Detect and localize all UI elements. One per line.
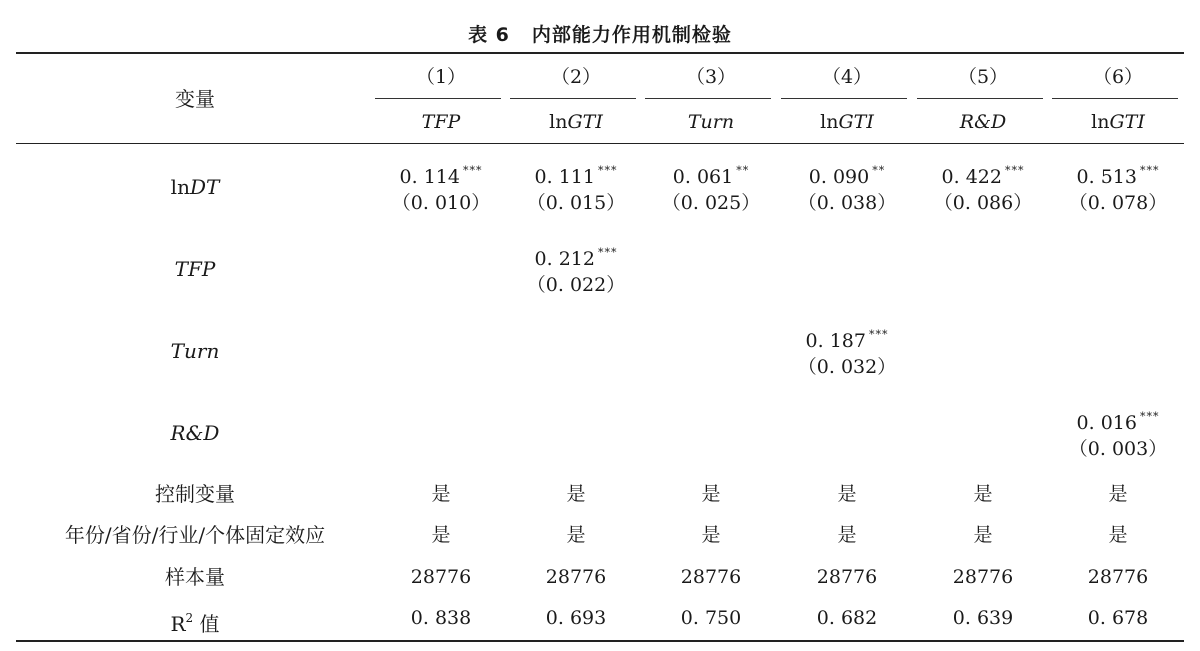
top-rule [16,52,1184,54]
dependent-variable-prefix: ln [549,111,568,133]
footer-value: 0. 750 [680,607,742,629]
coefficient-value: 0. 513 [1076,166,1137,188]
column-number: （2） [550,66,602,88]
footer-value: 0. 678 [1087,607,1149,629]
significance-stars: *** [1139,410,1160,423]
footer-value: 28776 [410,566,472,588]
significance-stars: *** [1139,164,1160,177]
footer-value: 28776 [816,566,878,588]
column-number: （5） [957,66,1009,88]
coefficient-value: 0. 212 [534,248,595,270]
dependent-variable-name: R&D [959,111,1007,133]
dependent-variable [1038,110,1198,134]
footer-value: 是 [837,483,857,505]
coefficient-value: 0. 187 [805,330,866,352]
coefficient-value: 0. 111 [534,166,595,188]
coefficient-value: 0. 090 [808,166,870,188]
r-squared-superscript: 2 [185,611,194,625]
table-title-text: 内部能力作用机制检验 [531,24,732,46]
dependent-variable-name: Turn [687,111,735,133]
significance-stars: ** [736,164,750,177]
standard-error: （0. 003） [1068,438,1168,460]
standard-error: （0. 038） [797,192,897,214]
footer-row-label: 年份/省份/行业/个体固定效应 [64,523,326,547]
row-label-name: R&D [170,421,220,445]
footer-value: 是 [431,524,451,546]
standard-error: （0. 010） [391,192,491,214]
footer-row-label [25,606,365,636]
row-label-prefix: ln [170,175,190,199]
footer-row-label: 控制变量 [155,482,235,506]
footer-value: 0. 838 [410,607,472,629]
column-subrule [781,98,907,99]
coefficient-value: 0. 422 [941,166,1002,188]
coefficient [767,323,927,353]
significance-stars: *** [462,164,483,177]
standard-error: （0. 032） [797,356,897,378]
footer-value: 28776 [680,566,742,588]
header-rule [16,143,1184,144]
significance-stars: *** [1004,164,1025,177]
coefficient [1038,159,1198,189]
column-subrule [917,98,1043,99]
column-number: （6） [1092,66,1144,88]
significance-stars: *** [868,328,889,341]
footer-value: 0. 682 [816,607,878,629]
coefficient-value: 0. 061 [672,166,734,188]
column-subrule [645,98,771,99]
column-number: （1） [415,66,467,88]
table-number: 表 6 [468,24,510,46]
dependent-variable-name: GTI [1109,111,1145,133]
dependent-variable-prefix: ln [1091,111,1110,133]
dependent-variable-name: GTI [838,111,874,133]
footer-value: 是 [566,483,586,505]
table-title [0,20,1200,47]
footer-row-label: 样本量 [165,565,225,589]
footer-value: 是 [431,483,451,505]
standard-error: （0. 025） [661,192,761,214]
standard-error: （0. 086） [933,192,1033,214]
standard-error: （0. 022） [526,274,626,296]
footer-value: 28776 [545,566,607,588]
row-label-name: DT [189,175,220,199]
dependent-variable-prefix: ln [820,111,839,133]
footer-value: 是 [701,524,721,546]
bottom-rule [16,640,1184,642]
column-number: （4） [821,66,873,88]
header-variable-label: 变量 [175,87,215,111]
significance-stars: *** [597,246,618,259]
column-number: （3） [685,66,737,88]
coefficient [1038,405,1198,435]
dependent-variable-name: GTI [567,111,603,133]
footer-value: 28776 [952,566,1014,588]
row-label [25,175,365,199]
coefficient-value: 0. 016 [1076,412,1137,434]
r-squared-suffix: 值 [193,612,220,636]
footer-value: 0. 693 [545,607,607,629]
standard-error: （0. 078） [1068,192,1168,214]
footer-value: 是 [837,524,857,546]
column-subrule [510,98,636,99]
row-label [25,421,365,445]
row-label [25,339,365,363]
r-squared-letter: R [170,612,186,636]
footer-value: 是 [701,483,721,505]
column-subrule [1052,98,1178,99]
row-label-name: TFP [174,257,216,281]
footer-value: 是 [1108,524,1128,546]
row-label-name: Turn [170,339,220,363]
significance-stars: ** [872,164,886,177]
significance-stars: *** [597,164,618,177]
footer-value: 是 [973,524,993,546]
footer-value: 是 [1108,483,1128,505]
footer-value: 是 [973,483,993,505]
coefficient [496,241,656,271]
row-label [25,257,365,281]
standard-error: （0. 015） [526,192,626,214]
column-subrule [375,98,501,99]
dependent-variable-name: TFP [421,111,461,133]
footer-value: 28776 [1087,566,1149,588]
footer-value: 0. 639 [952,607,1014,629]
coefficient-value: 0. 114 [399,166,460,188]
footer-value: 是 [566,524,586,546]
